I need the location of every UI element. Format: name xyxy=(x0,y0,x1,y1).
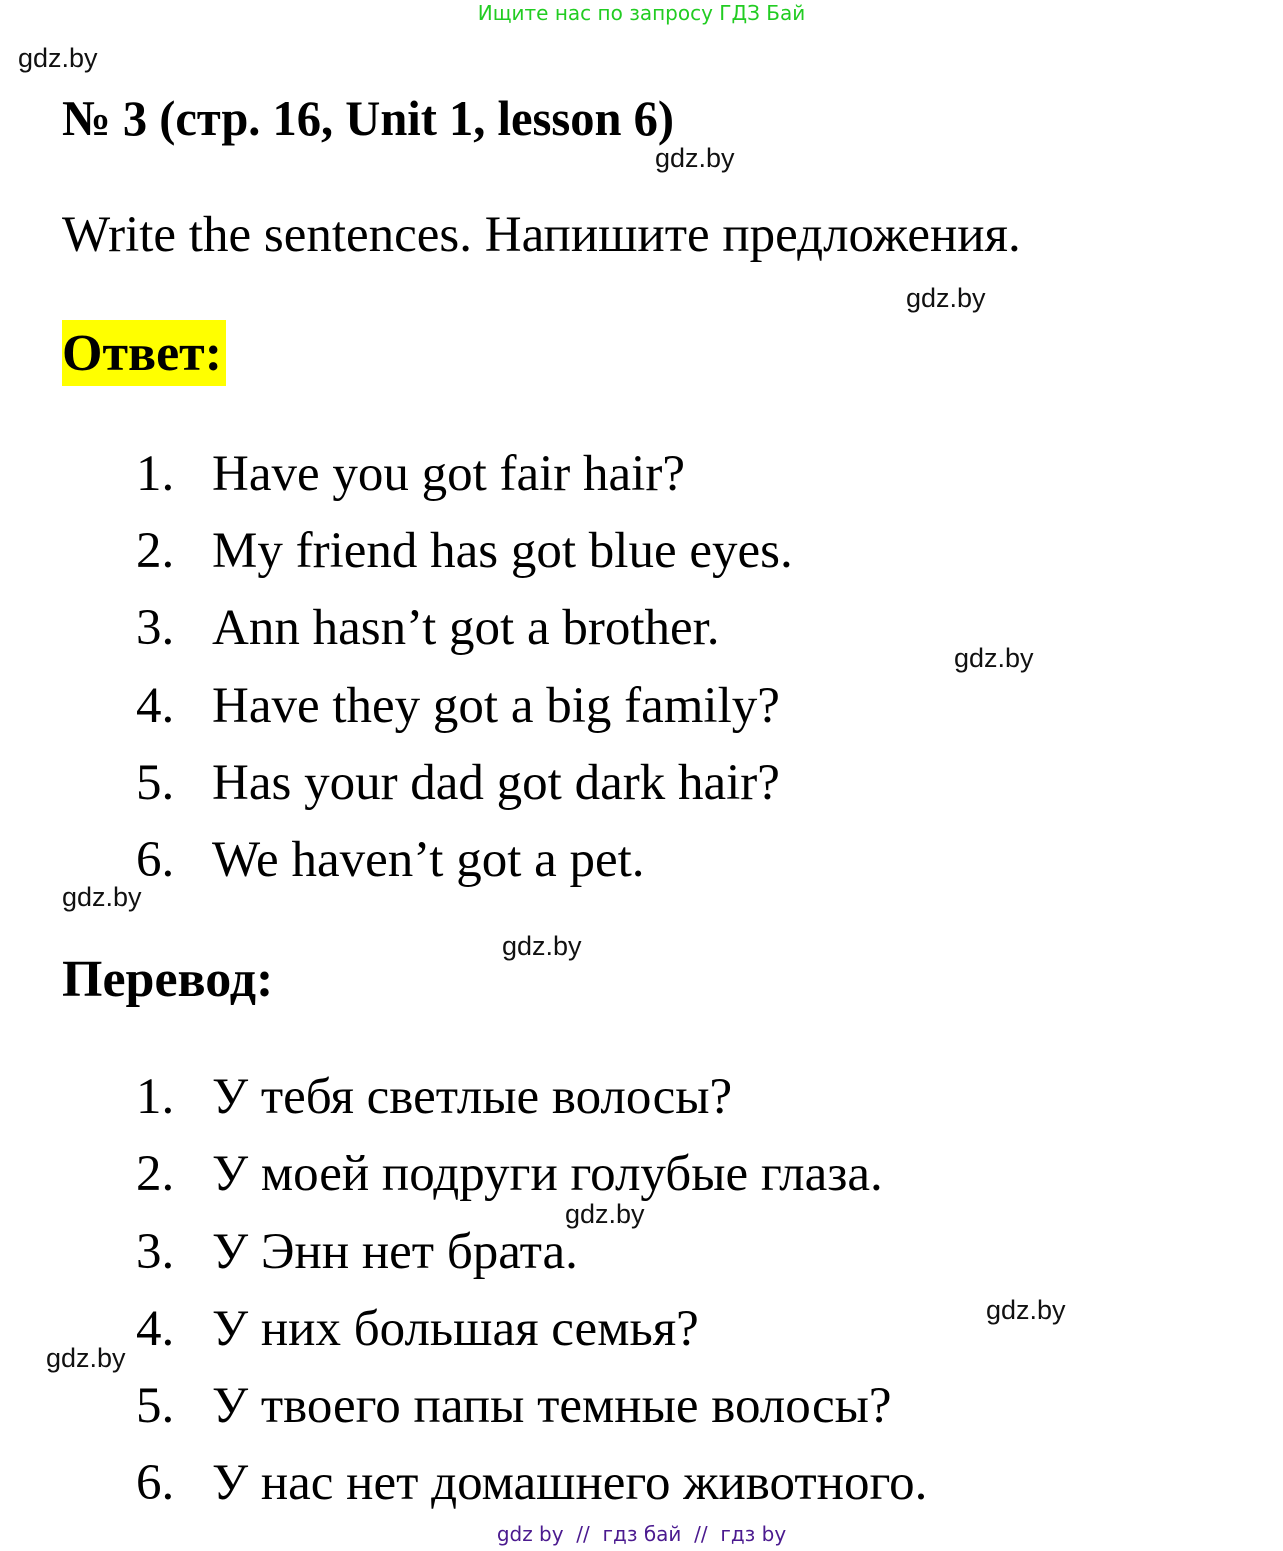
watermark: gdz.by xyxy=(46,1343,126,1373)
watermark: gdz.by xyxy=(954,643,1034,673)
item-number: 1. xyxy=(136,1069,175,1125)
item-number: 2. xyxy=(136,1146,175,1202)
item-text: We haven’t got a pet. xyxy=(212,832,645,888)
item-text: У тебя светлые волосы? xyxy=(212,1069,733,1125)
translation-item xyxy=(136,1066,732,1128)
item-text: Have they got a big family? xyxy=(212,678,780,734)
answer-heading: Ответ: xyxy=(62,320,226,386)
item-number: 2. xyxy=(136,523,175,579)
item-number: 5. xyxy=(136,1378,175,1434)
item-number: 3. xyxy=(136,1224,175,1280)
item-number: 4. xyxy=(136,678,175,734)
translation-item xyxy=(136,1452,927,1514)
item-number: 4. xyxy=(136,1301,175,1357)
translation-heading: Перевод: xyxy=(62,951,274,1008)
item-text: Has your dad got dark hair? xyxy=(212,755,780,811)
item-text: Have you got fair hair? xyxy=(212,446,685,502)
watermark: gdz.by xyxy=(655,143,735,173)
item-text: У твоего папы темные волосы? xyxy=(212,1378,892,1434)
top-banner[interactable]: Ищите нас по запросу ГДЗ Бай xyxy=(477,1,806,25)
answer-item xyxy=(136,675,780,737)
item-text: У моей подруги голубые глаза. xyxy=(212,1146,883,1202)
item-number: 3. xyxy=(136,600,175,656)
item-text: У Энн нет брата. xyxy=(212,1224,578,1280)
translation-item xyxy=(136,1143,883,1205)
item-text: У них большая семья? xyxy=(212,1301,699,1357)
answer-item xyxy=(136,520,793,582)
watermark: gdz.by xyxy=(62,882,142,912)
exercise-title: № 3 (стр. 16, Unit 1, lesson 6) xyxy=(62,90,675,146)
translation-item xyxy=(136,1298,699,1360)
item-number: 5. xyxy=(136,755,175,811)
item-number: 6. xyxy=(136,1455,175,1511)
answer-item xyxy=(136,443,685,505)
translation-item xyxy=(136,1221,578,1283)
item-text: Ann hasn’t got a brother. xyxy=(212,600,720,656)
item-number: 6. xyxy=(136,832,175,888)
item-text: My friend has got blue eyes. xyxy=(212,523,793,579)
watermark: gdz.by xyxy=(502,931,582,961)
item-number: 1. xyxy=(136,446,175,502)
exercise-instruction: Write the sentences. Напишите предложения. xyxy=(62,207,1021,263)
bottom-banner[interactable]: gdz by // гдз бай // гдз by xyxy=(496,1522,787,1546)
answer-item xyxy=(136,752,780,814)
watermark: gdz.by xyxy=(565,1199,645,1229)
answer-item xyxy=(136,829,645,891)
translation-item xyxy=(136,1375,892,1437)
answer-item xyxy=(136,597,720,659)
watermark: gdz.by xyxy=(986,1295,1066,1325)
watermark: gdz.by xyxy=(906,283,986,313)
watermark: gdz.by xyxy=(18,43,98,73)
item-text: У нас нет домашнего животного. xyxy=(212,1455,928,1511)
